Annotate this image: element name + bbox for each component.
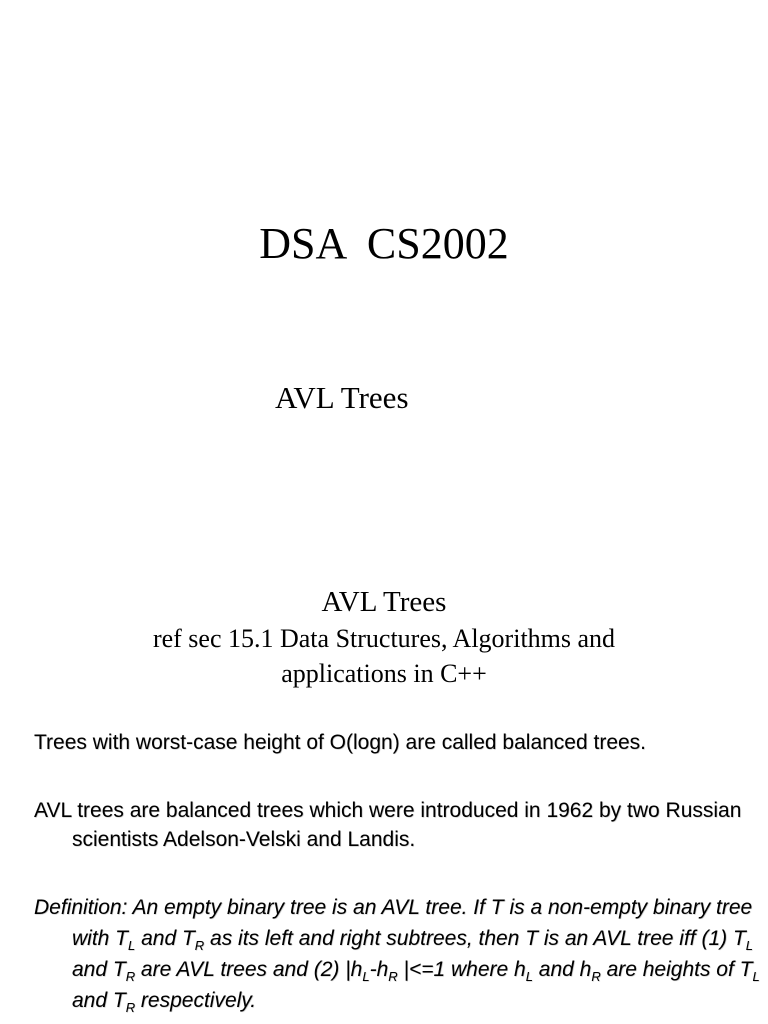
definition-text: respectively. — [135, 989, 257, 1012]
definition-text: -h — [369, 958, 389, 981]
subscript: R — [591, 969, 601, 984]
section-title: AVL Trees — [321, 586, 447, 618]
paragraph-definition — [34, 892, 768, 1016]
subscript: R — [125, 1000, 136, 1015]
definition-text: |<=1 where h — [397, 958, 526, 981]
definition-text: and T — [135, 927, 195, 950]
definition-text: and h — [532, 958, 592, 981]
subscript: L — [128, 938, 136, 953]
definition-text: and T — [72, 958, 126, 981]
subscript: L — [745, 938, 754, 953]
subscript: R — [388, 969, 398, 984]
subscript: L — [752, 969, 760, 984]
definition-text: are heights of T — [600, 958, 753, 981]
paragraph-avl-history: AVL trees are balanced trees which were introduced in 1962 by two Russian scientists Adelson-Velski and Landis. — [34, 799, 742, 851]
definition-text: as its left and right subtrees, then T is an AVL tree iff (1) T — [204, 927, 746, 950]
definition-text: are AVL trees and (2) |h — [135, 958, 363, 981]
subscript: R — [125, 969, 136, 984]
section-reference: ref sec 15.1 Data Structures, Algorithms and applications in C++ — [152, 624, 616, 688]
definition-text: and T — [72, 989, 126, 1012]
paragraph-balanced-trees: Trees with worst-case height of O(logn) are called balanced trees. — [34, 731, 647, 754]
slide-subtitle: AVL Trees — [275, 380, 409, 415]
subscript: R — [194, 938, 205, 953]
slide-title: DSA CS2002 — [259, 219, 509, 268]
subscript: L — [362, 969, 370, 984]
definition-text: Definition: An empty binary tree is an AVL tree. If T is a non-empty binary tree with T — [34, 896, 753, 950]
subscript: L — [525, 969, 533, 984]
